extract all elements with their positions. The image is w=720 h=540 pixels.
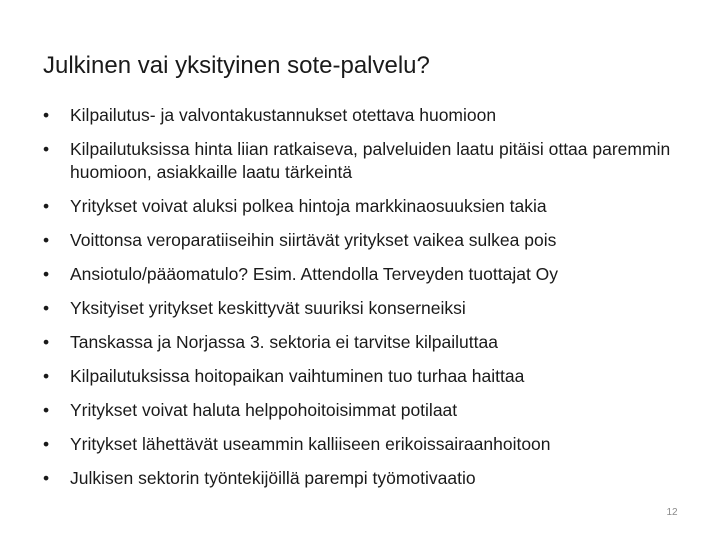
bullet-text: Julkisen sektorin työntekijöillä parempi työmotivaatio xyxy=(70,468,476,488)
page-number: 12 xyxy=(666,507,678,518)
bullet-text: Ansiotulo/pääomatulo? Esim. Attendolla Terveyden tuottajat Oy xyxy=(70,264,559,284)
bullet-list xyxy=(43,104,703,501)
bullet-text: Yksityiset yritykset keskittyvät suuriksi konserneiksi xyxy=(70,298,466,318)
bullet-text: Kilpailutuksissa hinta liian ratkaiseva, palveluiden laatu pitäisi ottaa paremmin huomioon, asiakkaille laatu tärkeintä xyxy=(70,139,671,182)
bullet-item xyxy=(43,263,703,286)
bullet-marker: • xyxy=(43,468,50,488)
bullet-text: Tanskassa ja Norjassa 3. sektoria ei tarvitse kilpailuttaa xyxy=(70,332,498,352)
bullet-item xyxy=(43,229,703,252)
bullet-text: Yritykset lähettävät useammin kalliiseen erikoissairaanhoitoon xyxy=(70,434,551,454)
bullet-item xyxy=(43,433,703,456)
bullet-marker: • xyxy=(43,434,50,454)
bullet-marker: • xyxy=(43,298,50,318)
bullet-item xyxy=(43,365,703,388)
bullet-item xyxy=(43,297,703,320)
slide-title: Julkinen vai yksityinen sote-palvelu? xyxy=(43,52,430,79)
bullet-item xyxy=(43,138,703,184)
bullet-text: Yritykset voivat aluksi polkea hintoja markkinaosuuksien takia xyxy=(70,196,547,216)
bullet-item xyxy=(43,331,703,354)
bullet-marker: • xyxy=(43,400,50,420)
bullet-item xyxy=(43,399,703,422)
bullet-marker: • xyxy=(43,105,50,125)
bullet-text: Yritykset voivat haluta helppohoitoisimmat potilaat xyxy=(70,400,458,420)
bullet-marker: • xyxy=(43,196,50,216)
bullet-marker: • xyxy=(43,264,50,284)
bullet-marker: • xyxy=(43,139,50,159)
bullet-text: Voittonsa veroparatiiseihin siirtävät yritykset vaikea sulkea pois xyxy=(70,230,557,250)
bullet-item xyxy=(43,195,703,218)
bullet-text: Kilpailutuksissa hoitopaikan vaihtuminen tuo turhaa haittaa xyxy=(70,366,525,386)
bullet-marker: • xyxy=(43,230,50,250)
bullet-marker: • xyxy=(43,332,50,352)
bullet-item xyxy=(43,104,703,127)
bullet-text: Kilpailutus- ja valvontakustannukset otettava huomioon xyxy=(70,105,497,125)
bullet-item xyxy=(43,467,703,490)
bullet-marker: • xyxy=(43,366,50,386)
